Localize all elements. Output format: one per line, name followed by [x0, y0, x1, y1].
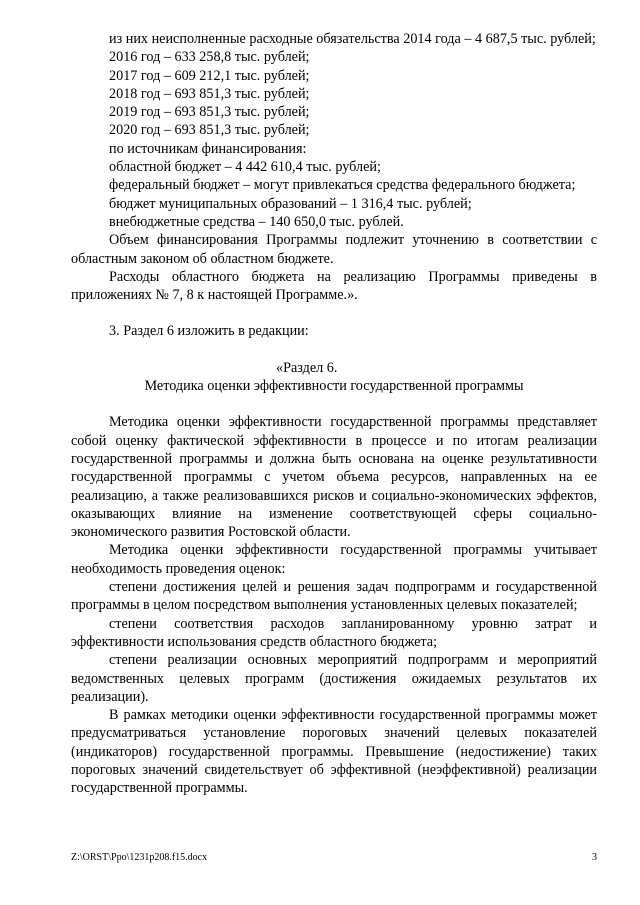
section-subtitle: Методика оценки эффективности государственной программы: [144, 378, 524, 395]
paragraph: 3. Раздел 6 изложить в редакции:: [109, 323, 309, 340]
paragraph: 2016 год – 633 258,8 тыс. рублей;: [109, 49, 310, 66]
body-paragraph: Методика оценки эффективности государственной программы представляет собой оценку фактической эффективности в процессе и по итогам реализации государственной программы и должна быть основана на оценке результативности государственной программы с учетом объема ресурсов, направленных на ее реализацию, а также реализовавшихся рисков и социально-экономических эффектов, оказывающих влияние на изменение соответствующей сферы социально-экономического развития Ростовской области.: [71, 414, 597, 541]
paragraph: по источникам финансирования:: [109, 140, 307, 157]
body-paragraph: В рамках методики оценки эффективности государственной программы может предусматриваться установление пороговых значений целевых показателей (индикаторов) государственной программы. Превышение (недостижение) таких пороговых значений свидетельствует об эффективной (неэффективной) реализации государственной программы.: [71, 707, 597, 797]
document-body: [71, 30, 597, 798]
body-paragraph: степени соответствия расходов запланированному уровню затрат и эффективности использования средств областного бюджета;: [71, 615, 597, 650]
paragraph: областной бюджет – 4 442 610,4 тыс. рублей;: [109, 159, 381, 176]
paragraph: 2017 год – 609 212,1 тыс. рублей;: [109, 67, 310, 84]
paragraph: 2018 год – 693 851,3 тыс. рублей;: [109, 85, 310, 102]
page-number: 3: [592, 852, 597, 863]
paragraph: из них неисполненные расходные обязательства 2014 года – 4 687,5 тыс. рублей;: [109, 31, 596, 47]
paragraph: бюджет муниципальных образований – 1 316,4 тыс. рублей;: [109, 195, 472, 212]
body-paragraph: степени реализации основных мероприятий подпрограмм и мероприятий ведомственных целевых программ (достижения ожидаемых результатов их реализации).: [71, 652, 597, 705]
spacer: [71, 341, 597, 359]
paragraph: 2019 год – 693 851,3 тыс. рублей;: [109, 104, 310, 121]
file-path: Z:\ORST\Ppo\1231p208.f15.docx: [71, 852, 208, 863]
paragraph: Расходы областного бюджета на реализацию Программы приведены в приложениях № 7, 8 к настоящей Программе.».: [71, 268, 597, 304]
section-title: «Раздел 6.: [276, 359, 338, 376]
paragraph: 2020 год – 693 851,3 тыс. рублей;: [109, 122, 310, 139]
spacer: [71, 395, 597, 413]
paragraph: Объем финансирования Программы подлежит уточнению в соответствии с областным законом об областном бюджете.: [71, 232, 597, 267]
paragraph: федеральный бюджет – могут привлекаться средства федерального бюджета;: [109, 177, 576, 194]
paragraph: внебюджетные средства – 140 650,0 тыс. рублей.: [109, 213, 404, 230]
body-paragraph: степени достижения целей и решения задач подпрограмм и государственной программы в целом посредством выполнения установленных целевых показателей;: [71, 579, 597, 614]
body-paragraph: Методика оценки эффективности государственной программы учитывает необходимость проведения оценок:: [71, 542, 597, 577]
spacer: [71, 304, 597, 322]
